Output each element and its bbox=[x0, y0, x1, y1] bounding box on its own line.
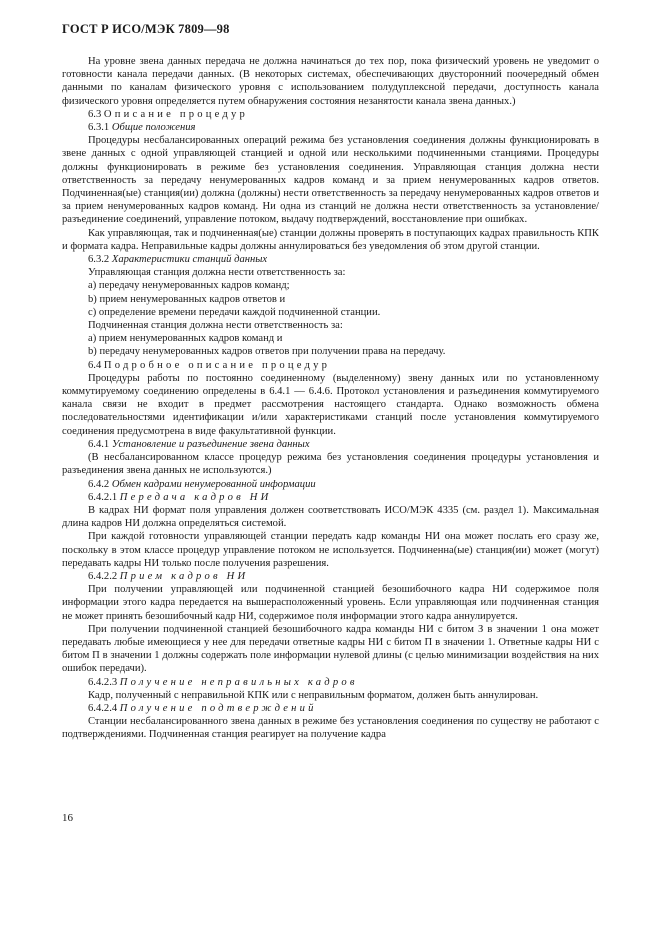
document-body bbox=[62, 55, 599, 742]
list-item: b) передачу ненумерованных кадров ответов при получении права на передачу. bbox=[88, 346, 446, 358]
paragraph-poll-bit: При получении подчиненной станцией безошибочного кадра команды НИ с битом З в значении 1 она может передавать любые имеющиеся у нее для передачи ответные кадры НИ с битом П в значении 1. Ответные кадры НИ с битом П в значении 1 должны содержать поле информации нулевой длины (с целью минимизации воздействия на них ошибок передачи). bbox=[62, 623, 599, 675]
paragraph-ui-send: При каждой готовности управляющей станции передать кадр команды НИ она может послать его сразу же, поскольку в этом классе процедур управление потоком не используется. Подчиненна(ые) станция(ии) может (могут) передавать кадры НИ только после получения разрешения. bbox=[62, 531, 599, 569]
document-header: ГОСТ Р ИСО/МЭК 7809—98 bbox=[62, 22, 230, 36]
paragraph-slave-station: Подчиненная станция должна нести ответственность за: bbox=[88, 320, 343, 332]
section-6-4-heading bbox=[62, 359, 599, 372]
paragraph-control-station: Управляющая станция должна нести ответственность за: bbox=[88, 267, 346, 279]
section-6-4-1-heading bbox=[62, 438, 599, 451]
section-6-4-2-3-heading bbox=[62, 676, 599, 689]
paragraph-acknowledgements: Станции несбалансированного звена данных в режиме без установления соединения по существу не работают с подтверждениями. Подчиненная станция реагирует на получение кадра bbox=[62, 716, 599, 741]
list-item: а) передачу ненумерованных кадров команд; bbox=[88, 280, 290, 292]
section-title: Описание процедур bbox=[103, 108, 248, 120]
section-title: Получение неправильных кадров bbox=[119, 676, 358, 688]
list-item: а) прием ненумерованных кадров команд и bbox=[88, 333, 283, 345]
section-number: 6.4.2.1 bbox=[88, 491, 118, 503]
paragraph-link-setup: (В несбалансированном классе процедур режима без установления соединения процедуры установления и разъединения звена данных не используются.) bbox=[62, 452, 599, 477]
paragraph-general: Процедуры несбалансированных операций режима без установления соединения должны функционировать в звене данных с одной управляющей станцией и одной или несколькими подчиненными станциями. Процедуры должны функционировать в режиме без установления соединения. Управляющая станция должна нести ответственность за передачу ненумерованных кадров команд и за прием ненумерованных кадров ответов. Подчиненная(ые) станция(ии) должна (должны) нести ответственность за передачу ненумерованных кадров ответов и за прием ненумерованных кадров команд. Ни одна из станций не должна нести ответственность за установление/разъединение соединений, управление потоком, выдачу подтверждений, восстановление при ошибках. bbox=[62, 135, 599, 226]
section-number: 6.4.2 bbox=[88, 478, 110, 490]
section-number: 6.4 bbox=[88, 359, 102, 371]
section-6-4-2-4-heading bbox=[62, 702, 599, 715]
section-6-3-heading bbox=[62, 108, 599, 121]
section-title: Установление и разъединение звена данных bbox=[111, 438, 310, 450]
paragraph-ui-receive: При получении управляющей или подчиненной станцией безошибочного кадра НИ содержимое поля информации этого кадра передается на вышерасположенный уровень. Если управляющая или подчиненная станция не может принять безошибочный кадр НИ, содержимое поля информации этого кадра аннулируется. bbox=[62, 584, 599, 622]
section-number: 6.3.2 bbox=[88, 254, 110, 266]
section-title: Обмен кадрами ненумерованной информации bbox=[111, 478, 316, 490]
section-number: 6.3 bbox=[88, 108, 102, 120]
section-title: Передача кадров НИ bbox=[119, 491, 272, 503]
paragraph-link-readiness: На уровне звена данных передача не должна начинаться до тех пор, пока физический уровень не уведомит о готовности канала передачи данных. (В некоторых системах, обеспечивающих двусторонний поочередный обмен данными по каналам физического уровня с использованием полудуплексной передачи, доступность канала физического уровня определяется путем обнаружения состояния незанятости канала звена данных.) bbox=[62, 56, 599, 107]
section-number: 6.4.2.2 bbox=[88, 570, 118, 582]
paragraph-invalid-frame: Кадр, полученный с неправильной КПК или с неправильным форматом, должен быть аннулирован. bbox=[88, 689, 539, 701]
page-number: 16 bbox=[62, 812, 73, 824]
section-6-4-2-1-heading bbox=[62, 491, 599, 504]
section-6-3-1-heading bbox=[62, 121, 599, 134]
section-number: 6.4.2.4 bbox=[88, 702, 118, 714]
section-number: 6.3.1 bbox=[88, 122, 110, 134]
section-title: Прием кадров НИ bbox=[119, 570, 249, 582]
paragraph-ui-format: В кадрах НИ формат поля управления должен соответствовать ИСО/МЭК 4335 (см. раздел 1). Максимальная длина кадров НИ должна определяться системой. bbox=[62, 504, 599, 530]
section-6-3-2-heading bbox=[62, 253, 599, 266]
section-title: Характеристики станций данных bbox=[111, 254, 268, 266]
list-item: b) прием ненумерованных кадров ответов и bbox=[88, 293, 286, 305]
section-6-4-2-heading bbox=[62, 478, 599, 491]
paragraph-procedures: Процедуры работы по постоянно соединенному (выделенному) звену данных или по установленному коммутируемому соединению определены в 6.4.1 — 6.4.6. Протокол установления и разъединения коммутируемого канала связи не входит в предмет рассмотрения настоящего стандарта. Однако возможность обмена последовательностями идентификации и/или характеристиками станций после установления коммутируемого соединения предусмотрена в виде факультативной функции. bbox=[62, 372, 599, 437]
section-title: Подробное описание процедур bbox=[103, 359, 331, 371]
section-number: 6.4.2.3 bbox=[88, 676, 118, 688]
list-item: с) определение времени передачи каждой подчиненной станции. bbox=[88, 306, 381, 318]
section-title: Общие положения bbox=[111, 122, 196, 134]
section-title: Получение подтверждений bbox=[119, 702, 317, 714]
section-6-4-2-2-heading bbox=[62, 570, 599, 583]
paragraph-fcs-check: Как управляющая, так и подчиненная(ые) станции должны проверять в поступающих кадрах правильность КПК и формата кадра. Неправильные кадры должны аннулироваться без уведомления об этом другой станции. bbox=[62, 227, 599, 252]
section-number: 6.4.1 bbox=[88, 438, 110, 450]
